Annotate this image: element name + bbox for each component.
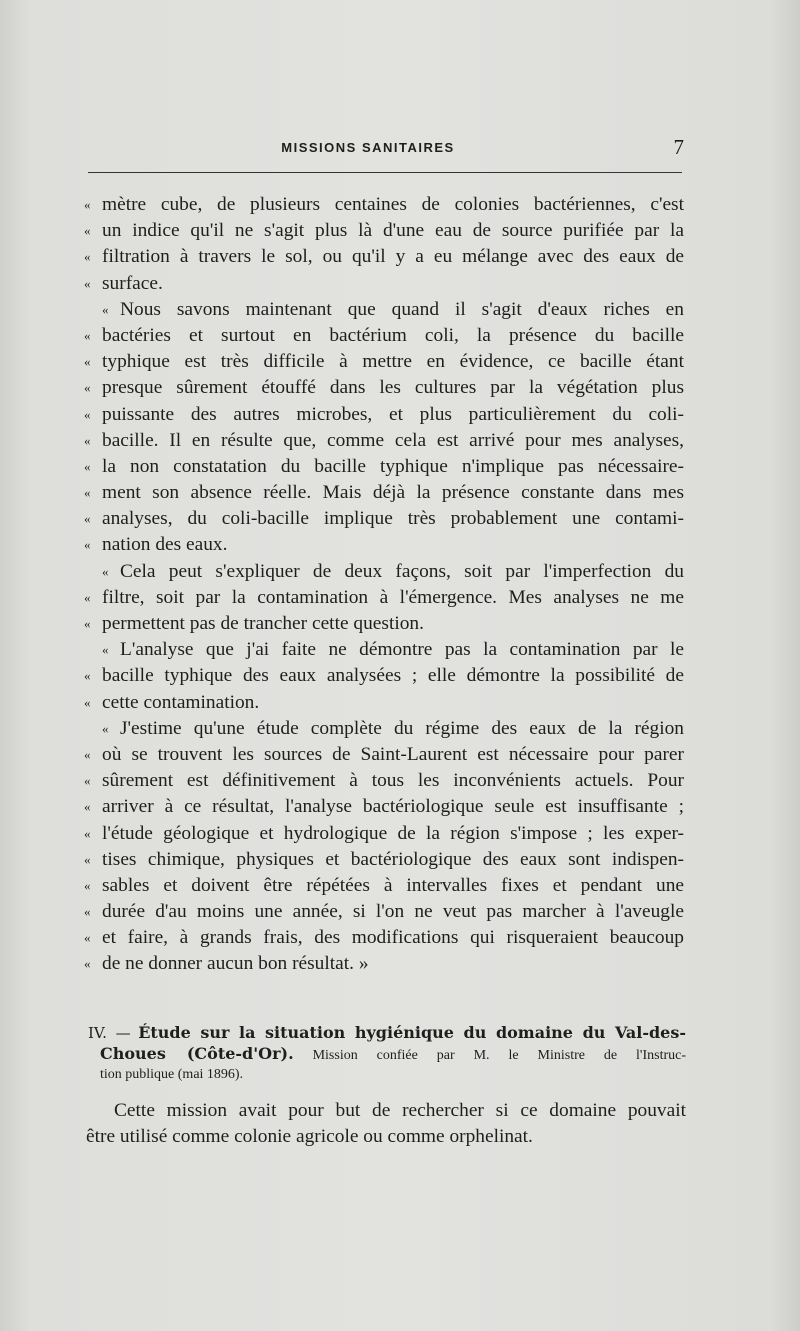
quote-mark: « <box>84 197 91 212</box>
quote-mark: « <box>84 904 91 920</box>
text-line: « L'analyse que j'ai faite ne démontre pas la contamination par le <box>84 637 684 663</box>
text-line: « puissante des autres microbes, et plus particulièrement du coli- <box>84 402 684 428</box>
quote-mark: « <box>84 746 91 762</box>
quote-mark: « <box>84 406 91 422</box>
page-number: 7 <box>673 135 684 159</box>
text-line: « durée d'au moins une année, si l'on ne veut pas marcher à l'aveugle <box>84 899 684 925</box>
section-meta: Mission confiée par M. le Ministre de l'Instruc- <box>312 1048 686 1063</box>
text-line: « sûrement est définitivement à tous les inconvénients actuels. Pour <box>84 768 684 794</box>
quote-mark: « <box>84 668 91 684</box>
text-line: « où se trouvent les sources de Saint-Laurent est nécessaire pour parer <box>84 742 684 768</box>
section-heading-line <box>88 1022 686 1043</box>
text-line: « Cela peut s'expliquer de deux façons, soit par l'imperfection du <box>84 559 684 585</box>
quote-mark: « <box>84 694 91 710</box>
text-line: « de ne donner aucun bon résultat. » <box>84 951 684 977</box>
quote-mark: « <box>84 877 91 893</box>
quote-mark: « <box>84 799 91 815</box>
text-line: « ment son absence réelle. Mais déjà la présence constante dans mes <box>84 480 684 506</box>
quote-mark: « <box>84 485 91 501</box>
quote-mark: « <box>84 589 91 605</box>
quote-mark: « <box>84 380 91 396</box>
quote-mark: « <box>84 851 91 867</box>
section-title: Étude sur la situation hygiénique du domaine du Val-des- <box>138 1023 687 1042</box>
text-line: « permettent pas de trancher cette question. <box>84 611 684 637</box>
section-heading-line <box>88 1043 686 1064</box>
text-line: « presque sûrement étouffé dans les cultures par la végétation plus <box>84 375 684 401</box>
quote-mark: « <box>84 432 91 448</box>
text-line: « nation des eaux. <box>84 532 684 558</box>
quote-mark: « <box>84 249 91 265</box>
quote-mark: « <box>84 223 91 239</box>
text-line: « bactéries et surtout en bactérium coli, la présence du bacille <box>84 323 684 349</box>
text-line: « filtration à travers le sol, ou qu'il y a eu mélange avec des eaux de <box>84 244 684 270</box>
quote-mark: « <box>84 458 91 474</box>
body-text <box>84 192 684 978</box>
text-line: « tises chimique, physiques et bactériologique des eaux sont indispen- <box>84 847 684 873</box>
text-line: Cette mission avait pour but de rechercher si ce domaine pouvait <box>114 1100 686 1121</box>
section-title-cont: Choues (Côte-d'Or). <box>100 1044 294 1063</box>
quote-mark: « <box>84 773 91 789</box>
text-line: « arriver à ce résultat, l'analyse bactériologique seule est insuffisante ; <box>84 794 684 820</box>
text-line: être utilisé comme colonie agricole ou comme orphelinat. <box>86 1126 533 1148</box>
running-title: MISSIONS SANITAIRES <box>281 140 455 155</box>
quote-mark: « <box>84 956 91 972</box>
text-line: « typhique est très difficile à mettre en évidence, ce bacille étant <box>84 349 684 375</box>
text-line: « l'étude géologique et hydrologique de la région s'impose ; les exper- <box>84 821 684 847</box>
quote-mark: « <box>102 301 109 317</box>
text-line: « bacille. Il en résulte que, comme cela est arrivé pour mes analyses, <box>84 428 684 454</box>
text-line: « sables et doivent être répétées à intervalles fixes et pendant une <box>84 873 684 899</box>
text-line: « J'estime qu'une étude complète du régime des eaux de la région <box>84 716 684 742</box>
quote-mark: « <box>84 511 91 527</box>
quote-mark: « <box>102 563 109 579</box>
text-line: « filtre, soit par la contamination à l'émergence. Mes analyses ne me <box>84 585 684 611</box>
quote-mark: « <box>84 616 91 631</box>
quote-mark: « <box>84 354 91 370</box>
quote-mark: « <box>102 720 109 736</box>
quote-mark: « <box>84 327 91 343</box>
quote-mark: « <box>84 537 91 553</box>
section-number: IV. — <box>88 1024 131 1042</box>
closing-paragraph <box>86 1098 686 1150</box>
section-meta-line: tion publique (mai 1896). <box>100 1067 244 1082</box>
text-line: « cette contamination. <box>84 690 684 716</box>
text-line: « bacille typhique des eaux analysées ; elle démontre la possibilité de <box>84 663 684 689</box>
quote-mark: « <box>84 930 91 946</box>
header-rule <box>88 172 682 173</box>
text-line: « surface. <box>84 271 684 297</box>
quote-mark: « <box>102 642 109 658</box>
quote-mark: « <box>84 825 91 841</box>
text-line: « mètre cube, de plusieurs centaines de colonies bactériennes, c'est <box>84 192 684 218</box>
text-line: « Nous savons maintenant que quand il s'agit d'eaux riches en <box>84 297 684 323</box>
quote-mark: « <box>84 275 91 291</box>
text-line: « analyses, du coli-bacille implique très probablement une contami- <box>84 506 684 532</box>
page-header <box>88 137 688 161</box>
text-line: « la non constatation du bacille typhique n'implique pas nécessaire- <box>84 454 684 480</box>
section-iv <box>88 1022 686 1085</box>
text-line: « un indice qu'il ne s'agit plus là d'une eau de source purifiée par la <box>84 218 684 244</box>
text-line: « et faire, à grands frais, des modifications qui risqueraient beaucoup <box>84 925 684 951</box>
